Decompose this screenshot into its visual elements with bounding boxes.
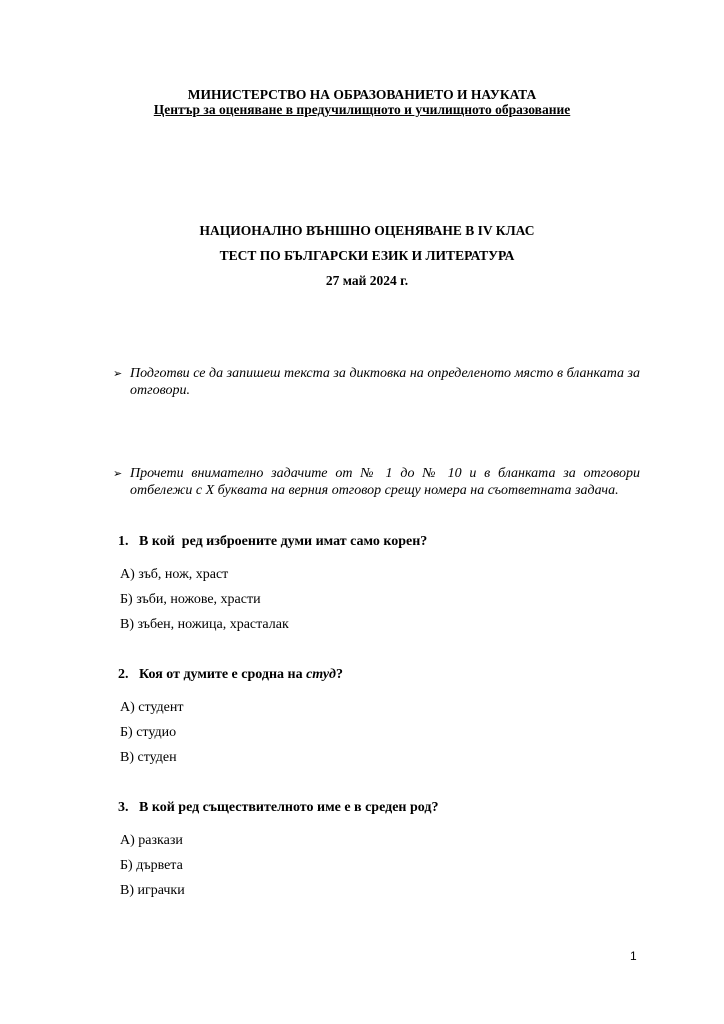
ministry-heading: МИНИСТЕРСТВО НА ОБРАЗОВАНИЕТО И НАУКАТА	[187, 87, 537, 102]
question-text: В кой ред съществителното име е в среден род?	[139, 800, 439, 815]
question-keyword: студ	[306, 667, 336, 682]
question-2-option-c: В) студен	[120, 750, 177, 765]
question-3-option-a: А) разкази	[120, 833, 183, 848]
question-number: 3.	[118, 800, 129, 815]
question-3	[118, 799, 438, 816]
question-2-option-a: А) студент	[120, 700, 184, 715]
question-text: Коя от думите е сродна на	[139, 667, 307, 682]
instruction-tasks	[113, 465, 640, 499]
arrow-bullet-icon: ➢	[113, 467, 123, 480]
arrow-bullet-icon: ➢	[113, 367, 123, 380]
exam-subject: ТЕСТ ПО БЪЛГАРСКИ ЕЗИК И ЛИТЕРАТУРА	[219, 248, 515, 263]
question-number: 2.	[118, 667, 129, 682]
question-1	[118, 533, 427, 550]
question-text: В кой ред изброените думи имат само корен?	[139, 534, 428, 549]
assessment-center-heading: Център за оценяване в предучилищното и училищното образование	[153, 102, 571, 117]
question-1-option-b: Б) зъби, ножове, храсти	[120, 592, 261, 607]
question-number: 1.	[118, 534, 129, 549]
question-2-option-b: Б) студио	[120, 725, 177, 740]
question-2	[118, 666, 343, 683]
question-punctuation: ?	[335, 667, 343, 682]
instruction-dictation	[113, 365, 640, 399]
question-1-option-c: В) зъбен, ножица, храсталак	[120, 617, 289, 632]
question-3-option-c: В) играчки	[120, 883, 185, 898]
instruction-text: Подготви се да запишеш текста за диктовка на определеното място в бланката за отговори.	[130, 366, 640, 398]
page-number: 1	[630, 949, 637, 963]
question-3-option-b: Б) дървета	[120, 858, 183, 873]
exam-date: 27 май 2024 г.	[325, 273, 409, 288]
exam-title: НАЦИОНАЛНО ВЪНШНО ОЦЕНЯВАНЕ В IV КЛАС	[199, 223, 535, 238]
instruction-text: Прочети внимателно задачите от № 1 до № 10 и в бланката за отговори отбележи с Х буквата на верния отговор срещу номера на съответната задача.	[130, 466, 640, 498]
question-1-option-a: А) зъб, нож, храст	[120, 567, 229, 582]
